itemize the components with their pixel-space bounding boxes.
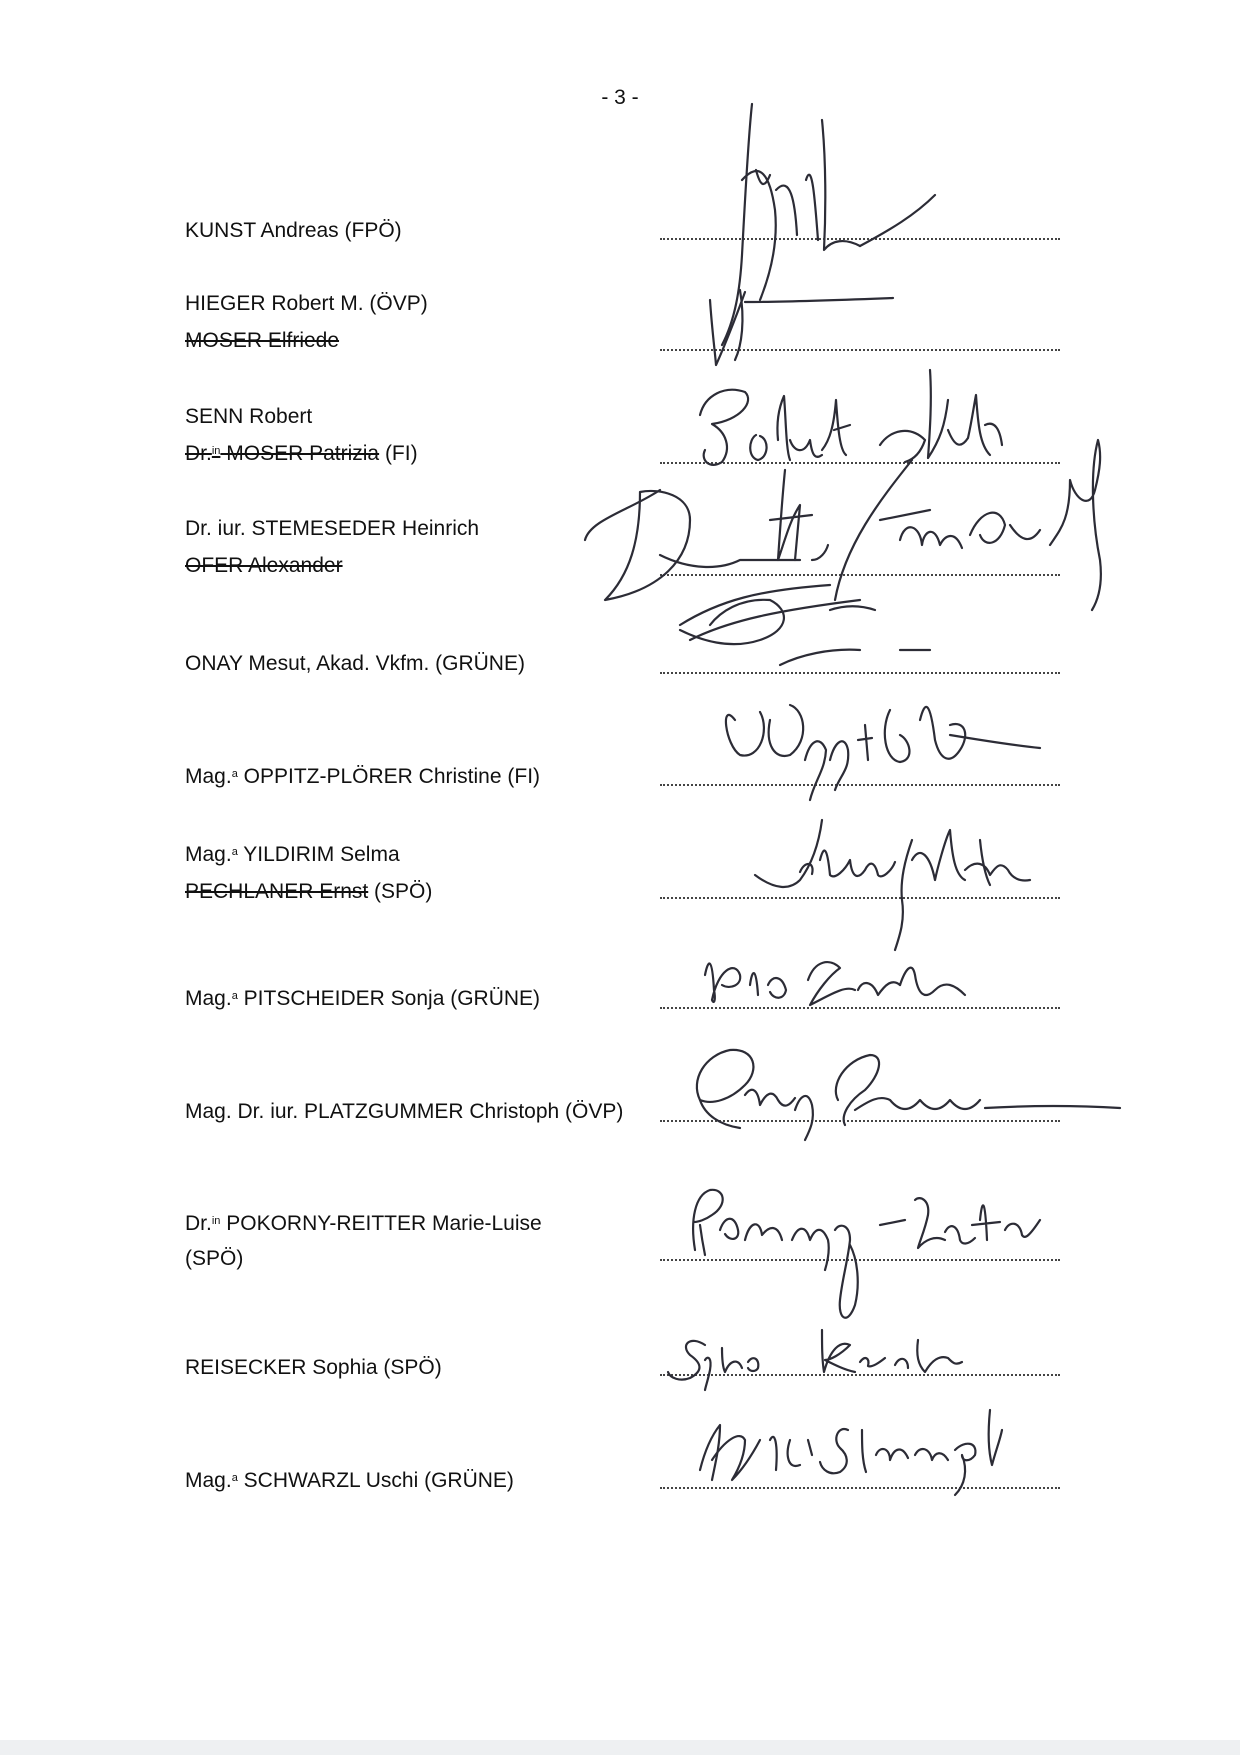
member-name-stemeseder: Dr. iur. STEMESEDER Heinrich xyxy=(185,517,480,540)
signature-line xyxy=(660,1487,1060,1489)
signature-line xyxy=(660,1374,1060,1376)
signature-line xyxy=(660,1120,1060,1122)
signature-pokorny-reitter xyxy=(693,1190,1040,1318)
page-number: - 3 - xyxy=(601,86,639,109)
member-name-platzgummer: Mag. Dr. iur. PLATZGUMMER Christoph (ÖVP) xyxy=(185,1100,624,1123)
struck-name-moser-elfriede: MOSER Elfriede xyxy=(185,329,340,352)
signature-line xyxy=(660,784,1060,786)
struck-name-ofer: OFER Alexander xyxy=(185,554,343,577)
page-footer-bar xyxy=(0,1740,1240,1755)
struck-name-moser-patrizia: Dr.$^{in}$ MOSER Patrizia (FI) xyxy=(185,442,418,465)
struck-name-pechlaner: PECHLANER Ernst (SPÖ) xyxy=(185,880,433,903)
signature-senn xyxy=(700,370,1002,465)
member-name-onay: ONAY Mesut, Akad. Vkfm. (GRÜNE) xyxy=(185,652,525,675)
member-name-pitscheider: Mag.$^a$ PITSCHEIDER Sonja (GRÜNE) xyxy=(185,987,541,1010)
member-name-schwarzl: Mag.$^a$ SCHWARZL Uschi (GRÜNE) xyxy=(185,1469,514,1492)
signature-line xyxy=(660,462,1060,464)
member-name-kunst: KUNST Andreas (FPÖ) xyxy=(185,219,402,242)
member-party-pokorny-reitter: (SPÖ) xyxy=(185,1247,244,1270)
signature-platzgummer xyxy=(697,1050,1120,1140)
member-name-oppitz-ploerer: Mag.$^a$ OPPITZ-PLÖRER Christine (FI) xyxy=(185,765,541,788)
signature-line xyxy=(660,1007,1060,1009)
signature-reisecker xyxy=(668,1330,962,1390)
signature-line xyxy=(660,238,1060,240)
signature-hieger xyxy=(710,290,893,365)
member-name-hieger: HIEGER Robert M. (ÖVP) xyxy=(185,292,428,315)
member-name-reisecker: REISECKER Sophia (SPÖ) xyxy=(185,1356,442,1379)
signature-line xyxy=(660,897,1060,899)
signature-line xyxy=(660,349,1060,351)
member-name-senn: SENN Robert xyxy=(185,405,313,428)
signature-pitscheider xyxy=(705,962,965,1005)
signature-kunst xyxy=(722,104,935,345)
signature-line xyxy=(660,574,1060,576)
signature-stemeseder xyxy=(585,440,1101,665)
member-name-pokorny-reitter: Dr.$^{in}$ POKORNY-REITTER Marie-Luise xyxy=(185,1212,542,1235)
signature-schwarzl xyxy=(700,1410,1002,1495)
signature-line xyxy=(660,672,1060,674)
signature-line xyxy=(660,1259,1060,1261)
signature-yildirim xyxy=(755,820,1030,950)
member-name-yildirim: Mag.$^a$ YILDIRIM Selma xyxy=(185,843,400,866)
